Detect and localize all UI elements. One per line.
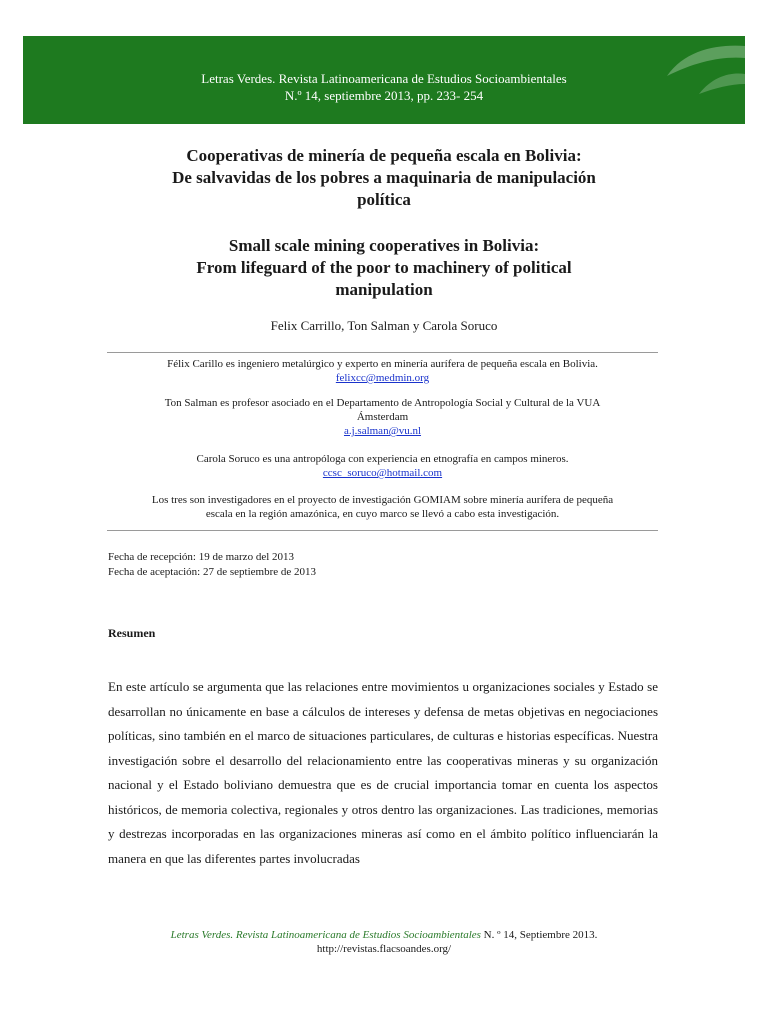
title-spanish-line: política — [357, 190, 411, 209]
footer-url[interactable]: http://revistas.flacsoandes.org/ — [316, 943, 452, 955]
title-spanish — [80, 145, 688, 211]
authors-line: Felix Carrillo, Ton Salman y Carola Soruco — [270, 318, 498, 333]
title-english — [80, 235, 688, 301]
affiliation-carrillo — [107, 357, 658, 385]
affiliations-top-divider — [107, 352, 658, 353]
page-footer — [0, 928, 768, 956]
affiliation-project — [107, 493, 658, 521]
submission-dates — [108, 550, 316, 580]
email-link-soruco[interactable]: ccsc_soruco@hotmail.com — [322, 467, 443, 479]
affiliations-bottom-divider — [107, 530, 658, 531]
affiliation-text: Ámsterdam — [356, 411, 409, 423]
banner-journal-name: Letras Verdes. Revista Latinoamericana de Estudios Socioambientales — [201, 71, 567, 86]
title-english-line: manipulation — [335, 280, 433, 299]
abstract-heading: Resumen — [108, 626, 156, 640]
title-spanish-line: Cooperativas de minería de pequeña escala en Bolivia: — [186, 146, 582, 165]
date-accepted: Fecha de aceptación: 27 de septiembre de 2013 — [108, 566, 317, 578]
affiliation-salman — [107, 396, 658, 438]
journal-banner — [23, 36, 745, 124]
banner-issue: N.º 14, septiembre 2013, pp. 233- 254 — [284, 88, 484, 103]
affiliation-text: Carola Soruco es una antropóloga con experiencia en etnografía en campos mineros. — [196, 453, 569, 465]
title-english-line: Small scale mining cooperatives in Bolivia: — [228, 236, 540, 255]
title-english-line: From lifeguard of the poor to machinery of political — [196, 258, 572, 277]
affiliation-soruco — [107, 452, 658, 480]
affiliation-text: escala en la región amazónica, en cuyo marco se llevó a cabo esta investigación. — [205, 508, 560, 520]
affiliation-text: Los tres son investigadores en el proyecto de investigación GOMIAM sobre minería aurífera de pequeña — [151, 494, 614, 506]
email-link-salman[interactable]: a.j.salman@vu.nl — [343, 425, 422, 437]
date-received: Fecha de recepción: 19 de marzo del 2013 — [108, 551, 295, 563]
abstract-text: En este artículo se argumenta que las relaciones entre movimientos u organizaciones sociales y Estado se desarrollan no únicamente en base a cálculos de intereses y defensa de metas objetivas en negociaciones políticas, sino también en el marco de situaciones particulares, de culturas e historias específicas. Nuestra investigación sobre el desarrollo del relacionamiento entre las cooperativas mineras y su organización nacional y el Estado boliviano demuestra que es de crucial importancia tomar en cuenta los aspectos históricos, de memoria colectiva, regionales y otros dentro las organizaciones. Las tradiciones, memorias y destrezas incorporadas en las organizaciones mineras así como en el ámbito político influenciarán la manera en que las diferentes partes involucradas — [108, 679, 658, 866]
email-link-carrillo[interactable]: felixcc@medmin.org — [335, 372, 430, 384]
affiliation-text: Félix Carillo es ingeniero metalúrgico y experto en minería aurífera de pequeña escala en Bolivia. — [167, 358, 598, 370]
footer-issue: N. º 14, Septiembre 2013. — [480, 929, 598, 941]
title-spanish-line: De salvavidas de los pobres a maquinaria de manipulación — [172, 168, 596, 187]
affiliation-text: Ton Salman es profesor asociado en el Departamento de Antropología Social y Cultural de la VUA — [164, 397, 601, 409]
footer-journal-name: Letras Verdes. Revista Latinoamericana de Estudios Socioambientales — [170, 929, 481, 941]
